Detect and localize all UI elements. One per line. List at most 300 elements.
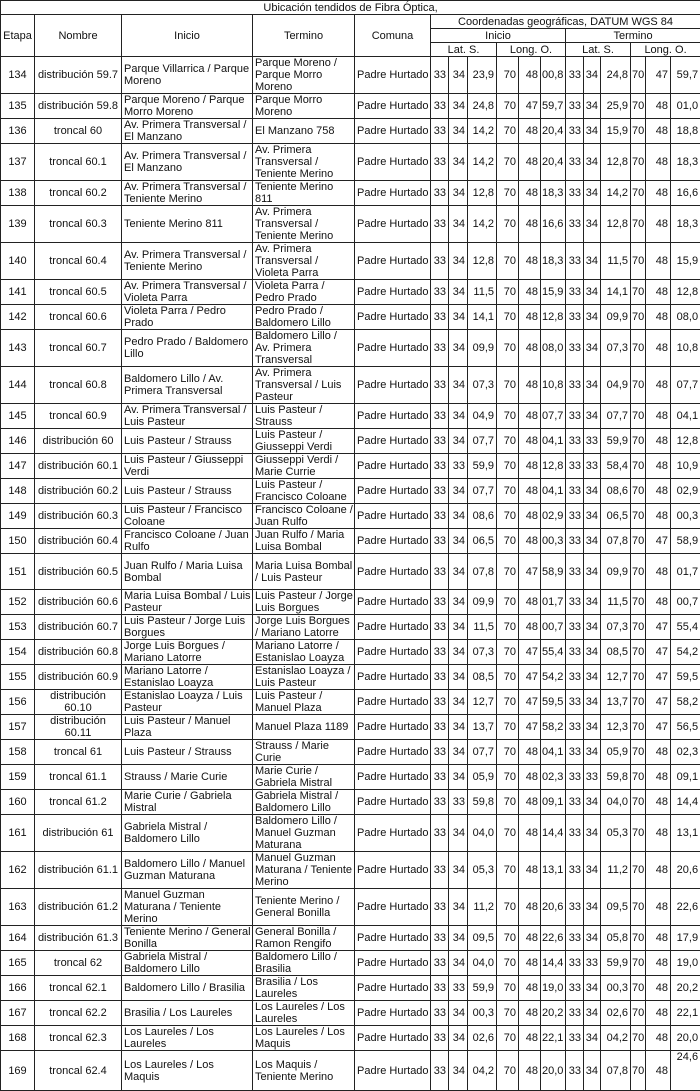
cell-inicio: Teniente Merino / General Bonilla bbox=[122, 926, 253, 951]
cell-comuna: Padre Hurtado bbox=[355, 206, 431, 243]
cell-etapa: 149 bbox=[1, 504, 35, 529]
cell-ini-lat-min: 34 bbox=[449, 690, 468, 715]
cell-ini-long-min: 48 bbox=[519, 57, 541, 94]
cell-ter-long-min: 48 bbox=[646, 305, 671, 330]
cell-ter-lat-deg: 33 bbox=[566, 715, 584, 740]
cell-ini-long-min: 48 bbox=[519, 1026, 541, 1051]
cell-ter-lat-min: 34 bbox=[584, 815, 601, 852]
cell-ter-lat-sec: 07,3 bbox=[601, 330, 631, 367]
cell-ini-long-min: 48 bbox=[519, 529, 541, 554]
cell-termino: Luis Pasteur / Strauss bbox=[253, 404, 355, 429]
cell-ini-lat-deg: 33 bbox=[431, 815, 449, 852]
cell-ter-lat-min: 34 bbox=[584, 57, 601, 94]
cell-ini-lat-sec: 59,9 bbox=[468, 976, 497, 1001]
cell-nombre: distribución 61.1 bbox=[35, 852, 122, 889]
cell-comuna: Padre Hurtado bbox=[355, 529, 431, 554]
cell-comuna: Padre Hurtado bbox=[355, 976, 431, 1001]
cell-ini-long-min: 47 bbox=[519, 715, 541, 740]
inicio-lat: Lat. S. bbox=[431, 43, 497, 57]
cell-inicio: Marie Curie / Gabriela Mistral bbox=[122, 790, 253, 815]
cell-etapa: 159 bbox=[1, 765, 35, 790]
cell-ter-long-deg: 70 bbox=[631, 243, 646, 280]
cell-etapa: 148 bbox=[1, 479, 35, 504]
cell-inicio: Baldomero Lillo / Av. Primera Transversal bbox=[122, 367, 253, 404]
cell-ini-long-deg: 70 bbox=[497, 1051, 519, 1091]
cell-comuna: Padre Hurtado bbox=[355, 665, 431, 690]
table-row bbox=[1, 330, 700, 367]
cell-nombre: troncal 62.3 bbox=[35, 1026, 122, 1051]
cell-comuna: Padre Hurtado bbox=[355, 951, 431, 976]
cell-inicio: Brasilia / Los Laureles bbox=[122, 1001, 253, 1026]
cell-ini-lat-deg: 33 bbox=[431, 790, 449, 815]
cell-ini-long-deg: 70 bbox=[497, 715, 519, 740]
cell-termino: Manuel Plaza 1189 bbox=[253, 715, 355, 740]
cell-ini-long-deg: 70 bbox=[497, 852, 519, 889]
table-row bbox=[1, 590, 700, 615]
cell-ter-lat-deg: 33 bbox=[566, 429, 584, 454]
cell-ter-long-deg: 70 bbox=[631, 206, 646, 243]
cell-ter-lat-min: 34 bbox=[584, 852, 601, 889]
cell-ter-lat-sec: 04,2 bbox=[601, 1026, 631, 1051]
cell-nombre: distribución 60.11 bbox=[35, 715, 122, 740]
cell-ini-lat-min: 34 bbox=[449, 529, 468, 554]
cell-comuna: Padre Hurtado bbox=[355, 590, 431, 615]
cell-ini-long-deg: 70 bbox=[497, 330, 519, 367]
cell-ini-lat-deg: 33 bbox=[431, 144, 449, 181]
cell-ter-lat-min: 34 bbox=[584, 1026, 601, 1051]
cell-inicio: Mariano Latorre / Estanislao Loayza bbox=[122, 665, 253, 690]
cell-comuna: Padre Hurtado bbox=[355, 615, 431, 640]
cell-nombre: troncal 62.4 bbox=[35, 1051, 122, 1091]
cell-ini-long-deg: 70 bbox=[497, 119, 519, 144]
cell-ter-long-deg: 70 bbox=[631, 454, 646, 479]
cell-ter-lat-deg: 33 bbox=[566, 640, 584, 665]
cell-ini-long-min: 48 bbox=[519, 504, 541, 529]
cell-ini-lat-sec: 11,5 bbox=[468, 615, 497, 640]
cell-ter-long-deg: 70 bbox=[631, 665, 646, 690]
table-row bbox=[1, 243, 700, 280]
cell-inicio: Strauss / Marie Curie bbox=[122, 765, 253, 790]
cell-ini-lat-deg: 33 bbox=[431, 690, 449, 715]
cell-nombre: troncal 62.2 bbox=[35, 1001, 122, 1026]
cell-ter-lat-deg: 33 bbox=[566, 889, 584, 926]
cell-termino: Estanislao Loayza / Luis Pasteur bbox=[253, 665, 355, 690]
cell-ini-long-sec: 15,9 bbox=[541, 280, 566, 305]
cell-ter-lat-min: 33 bbox=[584, 765, 601, 790]
cell-termino: Luis Pasteur / Francisco Coloane bbox=[253, 479, 355, 504]
cell-termino: Baldomero Lillo / Brasilia bbox=[253, 951, 355, 976]
cell-ini-lat-sec: 07,8 bbox=[468, 554, 497, 590]
cell-ter-long-deg: 70 bbox=[631, 94, 646, 119]
cell-etapa: 162 bbox=[1, 852, 35, 889]
cell-ini-lat-min: 34 bbox=[449, 554, 468, 590]
cell-ini-lat-deg: 33 bbox=[431, 665, 449, 690]
cell-ini-long-sec: 19,0 bbox=[541, 976, 566, 1001]
cell-ini-long-sec: 00,3 bbox=[541, 529, 566, 554]
cell-inicio: Violeta Parra / Pedro Prado bbox=[122, 305, 253, 330]
cell-ter-long-sec: 01,7 bbox=[671, 554, 700, 590]
cell-ini-lat-sec: 04,0 bbox=[468, 951, 497, 976]
cell-ter-lat-sec: 12,3 bbox=[601, 715, 631, 740]
cell-ter-lat-deg: 33 bbox=[566, 665, 584, 690]
cell-comuna: Padre Hurtado bbox=[355, 119, 431, 144]
table-row bbox=[1, 615, 700, 640]
cell-ter-long-deg: 70 bbox=[631, 640, 646, 665]
cell-ini-lat-min: 34 bbox=[449, 57, 468, 94]
cell-ini-long-deg: 70 bbox=[497, 976, 519, 1001]
cell-ter-lat-min: 34 bbox=[584, 94, 601, 119]
cell-termino: Jorge Luis Borgues / Mariano Latorre bbox=[253, 615, 355, 640]
cell-ini-long-min: 48 bbox=[519, 852, 541, 889]
cell-ter-lat-deg: 33 bbox=[566, 554, 584, 590]
cell-etapa: 157 bbox=[1, 715, 35, 740]
cell-ini-long-deg: 70 bbox=[497, 94, 519, 119]
cell-ini-lat-deg: 33 bbox=[431, 404, 449, 429]
cell-ini-long-deg: 70 bbox=[497, 1026, 519, 1051]
table-row bbox=[1, 554, 700, 590]
cell-ini-lat-sec: 09,5 bbox=[468, 926, 497, 951]
cell-ini-lat-min: 34 bbox=[449, 740, 468, 765]
table-row bbox=[1, 1026, 700, 1051]
cell-comuna: Padre Hurtado bbox=[355, 479, 431, 504]
cell-ini-long-deg: 70 bbox=[497, 640, 519, 665]
cell-ini-lat-min: 34 bbox=[449, 1051, 468, 1091]
cell-ini-long-min: 48 bbox=[519, 740, 541, 765]
cell-etapa: 163 bbox=[1, 889, 35, 926]
cell-etapa: 135 bbox=[1, 94, 35, 119]
cell-ini-lat-min: 33 bbox=[449, 454, 468, 479]
cell-ter-long-deg: 70 bbox=[631, 144, 646, 181]
cell-comuna: Padre Hurtado bbox=[355, 404, 431, 429]
cell-termino: Teniente Merino / General Bonilla bbox=[253, 889, 355, 926]
cell-ini-lat-deg: 33 bbox=[431, 479, 449, 504]
cell-termino: Av. Primera Transversal / Violeta Parra bbox=[253, 243, 355, 280]
cell-ini-long-min: 48 bbox=[519, 479, 541, 504]
cell-ter-long-sec: 10,9 bbox=[671, 454, 700, 479]
cell-inicio: Gabriela Mistral / Baldomero Lillo bbox=[122, 815, 253, 852]
cell-etapa: 169 bbox=[1, 1051, 35, 1091]
cell-ini-lat-deg: 33 bbox=[431, 976, 449, 1001]
cell-nombre: distribución 60.10 bbox=[35, 690, 122, 715]
cell-comuna: Padre Hurtado bbox=[355, 280, 431, 305]
cell-ter-lat-sec: 12,8 bbox=[601, 206, 631, 243]
cell-ter-long-sec: 16,6 bbox=[671, 181, 700, 206]
cell-ter-long-min: 48 bbox=[646, 976, 671, 1001]
cell-ter-long-deg: 70 bbox=[631, 1051, 646, 1091]
cell-ini-long-min: 48 bbox=[519, 815, 541, 852]
cell-ter-long-deg: 70 bbox=[631, 715, 646, 740]
cell-ter-long-min: 48 bbox=[646, 1051, 671, 1091]
cell-ini-long-min: 48 bbox=[519, 181, 541, 206]
cell-nombre: distribución 60.4 bbox=[35, 529, 122, 554]
cell-ter-long-sec: 59,7 bbox=[671, 57, 700, 94]
cell-termino: Violeta Parra / Pedro Prado bbox=[253, 280, 355, 305]
cell-ter-long-min: 47 bbox=[646, 529, 671, 554]
cell-comuna: Padre Hurtado bbox=[355, 765, 431, 790]
cell-etapa: 146 bbox=[1, 429, 35, 454]
cell-ini-lat-sec: 08,6 bbox=[468, 504, 497, 529]
cell-ter-long-sec: 54,2 bbox=[671, 640, 700, 665]
cell-nombre: troncal 60 bbox=[35, 119, 122, 144]
cell-ter-long-deg: 70 bbox=[631, 1001, 646, 1026]
table-row bbox=[1, 715, 700, 740]
cell-ter-lat-sec: 25,9 bbox=[601, 94, 631, 119]
cell-ini-long-deg: 70 bbox=[497, 926, 519, 951]
cell-comuna: Padre Hurtado bbox=[355, 504, 431, 529]
cell-ter-lat-sec: 59,9 bbox=[601, 429, 631, 454]
cell-etapa: 155 bbox=[1, 665, 35, 690]
cell-ter-lat-deg: 33 bbox=[566, 57, 584, 94]
cell-nombre: troncal 61.2 bbox=[35, 790, 122, 815]
cell-ini-long-min: 48 bbox=[519, 144, 541, 181]
cell-ini-lat-min: 34 bbox=[449, 404, 468, 429]
cell-ter-lat-min: 34 bbox=[584, 330, 601, 367]
cell-ini-long-deg: 70 bbox=[497, 790, 519, 815]
cell-inicio: Pedro Prado / Baldomero Lillo bbox=[122, 330, 253, 367]
cell-ter-long-deg: 70 bbox=[631, 429, 646, 454]
table-row bbox=[1, 765, 700, 790]
cell-comuna: Padre Hurtado bbox=[355, 305, 431, 330]
cell-ini-lat-sec: 07,7 bbox=[468, 479, 497, 504]
cell-ini-lat-deg: 33 bbox=[431, 206, 449, 243]
cell-etapa: 139 bbox=[1, 206, 35, 243]
cell-ini-lat-deg: 33 bbox=[431, 367, 449, 404]
cell-ter-lat-deg: 33 bbox=[566, 852, 584, 889]
cell-ter-lat-min: 34 bbox=[584, 590, 601, 615]
cell-ter-long-deg: 70 bbox=[631, 367, 646, 404]
cell-ter-lat-min: 34 bbox=[584, 615, 601, 640]
cell-ter-lat-sec: 12,7 bbox=[601, 665, 631, 690]
cell-ini-long-sec: 07,7 bbox=[541, 404, 566, 429]
cell-ter-lat-sec: 07,8 bbox=[601, 529, 631, 554]
cell-ini-lat-min: 34 bbox=[449, 206, 468, 243]
cell-ter-lat-deg: 33 bbox=[566, 367, 584, 404]
cell-ini-lat-min: 34 bbox=[449, 243, 468, 280]
cell-comuna: Padre Hurtado bbox=[355, 926, 431, 951]
cell-etapa: 158 bbox=[1, 740, 35, 765]
cell-inicio: Juan Rulfo / Maria Luisa Bombal bbox=[122, 554, 253, 590]
cell-ini-long-sec: 59,5 bbox=[541, 690, 566, 715]
table-row bbox=[1, 305, 700, 330]
cell-termino: Parque Moreno / Parque Morro Moreno bbox=[253, 57, 355, 94]
cell-comuna: Padre Hurtado bbox=[355, 1026, 431, 1051]
table-row bbox=[1, 504, 700, 529]
cell-termino: Luis Pasteur / Giusseppi Verdi bbox=[253, 429, 355, 454]
cell-ter-lat-sec: 05,8 bbox=[601, 926, 631, 951]
cell-ini-lat-sec: 14,2 bbox=[468, 119, 497, 144]
cell-ter-long-deg: 70 bbox=[631, 852, 646, 889]
cell-comuna: Padre Hurtado bbox=[355, 790, 431, 815]
cell-ter-long-min: 48 bbox=[646, 367, 671, 404]
cell-ter-lat-deg: 33 bbox=[566, 243, 584, 280]
col-coordinates: Coordenadas geográficas, DATUM WGS 84 bbox=[431, 15, 700, 29]
cell-ter-lat-deg: 33 bbox=[566, 615, 584, 640]
cell-ini-long-deg: 70 bbox=[497, 404, 519, 429]
table-row bbox=[1, 529, 700, 554]
cell-nombre: distribución 59.7 bbox=[35, 57, 122, 94]
cell-ter-lat-min: 34 bbox=[584, 243, 601, 280]
cell-ini-lat-min: 34 bbox=[449, 367, 468, 404]
cell-ini-lat-sec: 07,3 bbox=[468, 367, 497, 404]
cell-ter-long-deg: 70 bbox=[631, 790, 646, 815]
cell-ter-long-deg: 70 bbox=[631, 479, 646, 504]
cell-nombre: troncal 61.1 bbox=[35, 765, 122, 790]
cell-ini-long-min: 48 bbox=[519, 765, 541, 790]
cell-inicio: Luis Pasteur / Jorge Luis Borgues bbox=[122, 615, 253, 640]
table-row bbox=[1, 94, 700, 119]
cell-ter-lat-min: 34 bbox=[584, 529, 601, 554]
cell-ini-lat-deg: 33 bbox=[431, 94, 449, 119]
cell-ini-long-min: 48 bbox=[519, 429, 541, 454]
cell-ini-lat-deg: 33 bbox=[431, 330, 449, 367]
cell-comuna: Padre Hurtado bbox=[355, 454, 431, 479]
cell-nombre: distribución 61 bbox=[35, 815, 122, 852]
cell-ter-long-min: 48 bbox=[646, 144, 671, 181]
cell-etapa: 167 bbox=[1, 1001, 35, 1026]
cell-inicio: Av. Primera Transversal / Teniente Merino bbox=[122, 181, 253, 206]
cell-ter-long-sec: 18,3 bbox=[671, 206, 700, 243]
cell-ini-lat-min: 34 bbox=[449, 119, 468, 144]
cell-ini-lat-sec: 04,0 bbox=[468, 815, 497, 852]
cell-ter-lat-deg: 33 bbox=[566, 305, 584, 330]
cell-ter-lat-min: 34 bbox=[584, 479, 601, 504]
cell-ini-long-min: 47 bbox=[519, 640, 541, 665]
cell-ini-lat-min: 34 bbox=[449, 94, 468, 119]
cell-ini-lat-min: 34 bbox=[449, 181, 468, 206]
cell-ini-long-min: 48 bbox=[519, 590, 541, 615]
cell-ini-lat-deg: 33 bbox=[431, 1026, 449, 1051]
cell-inicio: Jorge Luis Borgues / Mariano Latorre bbox=[122, 640, 253, 665]
cell-ter-long-min: 48 bbox=[646, 181, 671, 206]
cell-ini-long-sec: 02,9 bbox=[541, 504, 566, 529]
cell-ini-long-deg: 70 bbox=[497, 615, 519, 640]
table-row bbox=[1, 790, 700, 815]
cell-ini-lat-deg: 33 bbox=[431, 57, 449, 94]
cell-ini-long-sec: 02,3 bbox=[541, 765, 566, 790]
cell-ter-long-min: 48 bbox=[646, 740, 671, 765]
cell-ter-long-min: 48 bbox=[646, 951, 671, 976]
cell-ter-long-deg: 70 bbox=[631, 119, 646, 144]
cell-termino: Maria Luisa Bombal / Luis Pasteur bbox=[253, 554, 355, 590]
cell-ini-lat-deg: 33 bbox=[431, 119, 449, 144]
cell-ter-lat-sec: 11,5 bbox=[601, 243, 631, 280]
cell-etapa: 161 bbox=[1, 815, 35, 852]
cell-ter-lat-deg: 33 bbox=[566, 790, 584, 815]
cell-ini-long-deg: 70 bbox=[497, 765, 519, 790]
cell-ini-lat-min: 33 bbox=[449, 976, 468, 1001]
cell-ini-long-min: 48 bbox=[519, 404, 541, 429]
cell-ini-long-sec: 58,9 bbox=[541, 554, 566, 590]
cell-ter-lat-deg: 33 bbox=[566, 590, 584, 615]
cell-ter-long-deg: 70 bbox=[631, 181, 646, 206]
cell-ini-lat-deg: 33 bbox=[431, 951, 449, 976]
table-row bbox=[1, 976, 700, 1001]
cell-ter-lat-min: 34 bbox=[584, 1051, 601, 1091]
cell-ini-long-deg: 70 bbox=[497, 554, 519, 590]
cell-ini-lat-min: 34 bbox=[449, 852, 468, 889]
cell-ter-lat-min: 34 bbox=[584, 305, 601, 330]
cell-ini-lat-sec: 07,7 bbox=[468, 740, 497, 765]
table-row bbox=[1, 852, 700, 889]
cell-etapa: 147 bbox=[1, 454, 35, 479]
cell-ini-lat-sec: 04,9 bbox=[468, 404, 497, 429]
cell-ini-lat-min: 34 bbox=[449, 330, 468, 367]
cell-inicio: Av. Primera Transversal / El Manzano bbox=[122, 144, 253, 181]
cell-etapa: 145 bbox=[1, 404, 35, 429]
cell-termino: Los Laureles / Los Maquis bbox=[253, 1026, 355, 1051]
cell-ter-long-min: 47 bbox=[646, 715, 671, 740]
cell-ini-long-sec: 12,8 bbox=[541, 454, 566, 479]
cell-comuna: Padre Hurtado bbox=[355, 144, 431, 181]
inicio-long: Long. O. bbox=[497, 43, 566, 57]
col-termino: Termino bbox=[253, 15, 355, 57]
cell-ter-long-min: 48 bbox=[646, 404, 671, 429]
cell-ter-long-min: 48 bbox=[646, 590, 671, 615]
cell-termino: Parque Morro Moreno bbox=[253, 94, 355, 119]
col-nombre: Nombre bbox=[35, 15, 122, 57]
cell-ini-long-min: 48 bbox=[519, 790, 541, 815]
cell-ter-lat-min: 34 bbox=[584, 889, 601, 926]
cell-ini-long-sec: 59,7 bbox=[541, 94, 566, 119]
cell-termino: Av. Primera Transversal / Teniente Merino bbox=[253, 144, 355, 181]
cell-comuna: Padre Hurtado bbox=[355, 330, 431, 367]
cell-comuna: Padre Hurtado bbox=[355, 429, 431, 454]
cell-inicio: Teniente Merino 811 bbox=[122, 206, 253, 243]
cell-ter-long-deg: 70 bbox=[631, 590, 646, 615]
cell-etapa: 154 bbox=[1, 640, 35, 665]
cell-ter-lat-min: 34 bbox=[584, 790, 601, 815]
cell-termino: Strauss / Marie Curie bbox=[253, 740, 355, 765]
group-inicio: Inicio bbox=[431, 29, 566, 43]
cell-ini-long-sec: 04,1 bbox=[541, 479, 566, 504]
cell-ter-long-min: 48 bbox=[646, 815, 671, 852]
cell-ini-long-min: 48 bbox=[519, 1001, 541, 1026]
cell-ini-lat-sec: 04,2 bbox=[468, 1051, 497, 1091]
cell-ini-long-sec: 22,1 bbox=[541, 1026, 566, 1051]
cell-etapa: 151 bbox=[1, 554, 35, 590]
cell-termino: Gabriela Mistral / Baldomero Lillo bbox=[253, 790, 355, 815]
cell-inicio: Baldomero Lillo / Manuel Guzman Maturana bbox=[122, 852, 253, 889]
cell-termino: Los Laureles / Los Laureles bbox=[253, 1001, 355, 1026]
cell-ini-lat-min: 34 bbox=[449, 615, 468, 640]
cell-ini-lat-min: 34 bbox=[449, 280, 468, 305]
cell-inicio: Av. Primera Transversal / Luis Pasteur bbox=[122, 404, 253, 429]
cell-ter-lat-sec: 08,6 bbox=[601, 479, 631, 504]
cell-ter-long-min: 48 bbox=[646, 554, 671, 590]
cell-ini-lat-min: 34 bbox=[449, 815, 468, 852]
cell-ter-long-min: 48 bbox=[646, 852, 671, 889]
cell-nombre: troncal 60.9 bbox=[35, 404, 122, 429]
cell-ter-long-sec: 00,7 bbox=[671, 590, 700, 615]
cell-ter-lat-deg: 33 bbox=[566, 206, 584, 243]
cell-ter-long-min: 47 bbox=[646, 665, 671, 690]
cell-inicio: Maria Luisa Bombal / Luis Pasteur bbox=[122, 590, 253, 615]
cell-etapa: 156 bbox=[1, 690, 35, 715]
table-row bbox=[1, 1051, 700, 1091]
cell-ini-lat-min: 34 bbox=[449, 765, 468, 790]
cell-ini-long-deg: 70 bbox=[497, 280, 519, 305]
cell-ter-long-min: 48 bbox=[646, 1001, 671, 1026]
cell-ter-lat-sec: 07,3 bbox=[601, 615, 631, 640]
cell-comuna: Padre Hurtado bbox=[355, 94, 431, 119]
cell-ter-lat-sec: 04,9 bbox=[601, 367, 631, 404]
cell-ter-lat-sec: 07,7 bbox=[601, 404, 631, 429]
cell-etapa: 165 bbox=[1, 951, 35, 976]
cell-inicio: Luis Pasteur / Giusseppi Verdi bbox=[122, 454, 253, 479]
cell-ter-long-sec: 56,5 bbox=[671, 715, 700, 740]
cell-nombre: distribución 60.8 bbox=[35, 640, 122, 665]
cell-ter-lat-sec: 15,9 bbox=[601, 119, 631, 144]
